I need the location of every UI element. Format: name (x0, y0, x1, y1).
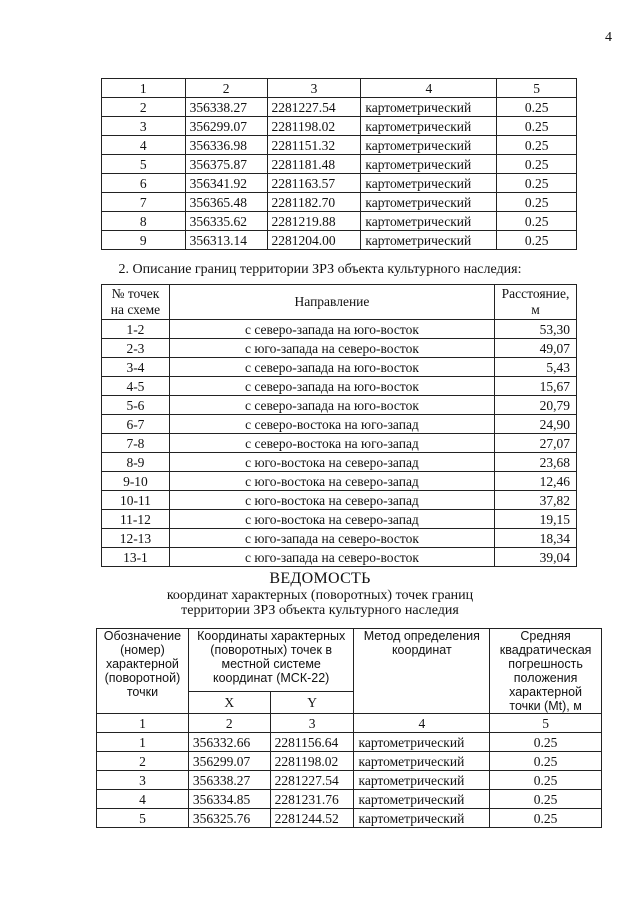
column-number: 1 (102, 79, 186, 98)
table-cell: картометрический (361, 155, 497, 174)
table-cell: 5 (97, 809, 189, 828)
table-cell: 356338.27 (188, 771, 270, 790)
boundary-table-body (102, 285, 577, 567)
table-cell: 7 (102, 193, 186, 212)
table-row (102, 491, 577, 510)
statement-subtitle-line: координат характерных (поворотных) точек границ (166, 588, 474, 603)
statement-block (0, 570, 640, 618)
table-cell: 356313.14 (185, 231, 267, 250)
table-cell: 37,82 (495, 491, 577, 510)
table-cell: 0.25 (490, 733, 602, 752)
table-cell: с северо-востока на юго-запад (169, 415, 494, 434)
table-row (97, 733, 602, 752)
table-cell: с юго-запада на северо-восток (169, 339, 494, 358)
column-number: 1 (97, 714, 189, 733)
table-cell: 356341.92 (185, 174, 267, 193)
table-cell: 9 (102, 231, 186, 250)
statement-table-body (97, 629, 602, 828)
table-cell: 5 (102, 155, 186, 174)
table-cell: 0.25 (497, 231, 577, 250)
table-cell: 0.25 (497, 98, 577, 117)
column-number: 3 (267, 79, 361, 98)
table-cell: 2281198.02 (270, 752, 354, 771)
table-cell: 6 (102, 174, 186, 193)
table-cell: 2281151.32 (267, 136, 361, 155)
table-cell: 0.25 (497, 193, 577, 212)
table-cell: 2281244.52 (270, 809, 354, 828)
table-row (102, 377, 577, 396)
table-cell: 2281219.88 (267, 212, 361, 231)
table-cell: 0.25 (490, 790, 602, 809)
table-cell: 5,43 (495, 358, 577, 377)
table-cell: 2281163.57 (267, 174, 361, 193)
coordinates-header: Координаты характерных (поворотных) точек в местной системе координат (МСК-22) (188, 629, 354, 692)
column-number: 2 (188, 714, 270, 733)
table-cell: 23,68 (495, 453, 577, 472)
column-number: 2 (185, 79, 267, 98)
table-cell: картометрический (361, 136, 497, 155)
table-cell: 0.25 (497, 174, 577, 193)
table-cell: картометрический (361, 174, 497, 193)
table-cell: 2281227.54 (267, 98, 361, 117)
table-row (102, 193, 577, 212)
table-cell: 2281156.64 (270, 733, 354, 752)
table-row (102, 136, 577, 155)
table-cell: 18,34 (495, 529, 577, 548)
table-row (102, 529, 577, 548)
table-cell: 2 (102, 98, 186, 117)
table-cell: 2281204.00 (267, 231, 361, 250)
table-cell: 356325.76 (188, 809, 270, 828)
y-header: Y (270, 692, 354, 714)
table-cell: 356336.98 (185, 136, 267, 155)
table-cell: 356338.27 (185, 98, 267, 117)
coordinates-table-continued (101, 78, 577, 250)
table-cell: 2281231.76 (270, 790, 354, 809)
table-row (97, 771, 602, 790)
table-cell: 5-6 (102, 396, 170, 415)
column-number: 5 (490, 714, 602, 733)
page-number: 4 (605, 30, 612, 45)
table-cell: 24,90 (495, 415, 577, 434)
table-cell: картометрический (361, 212, 497, 231)
table-cell: 3 (102, 117, 186, 136)
table-row (102, 339, 577, 358)
table-cell: 1-2 (102, 320, 170, 339)
column-number: 4 (361, 79, 497, 98)
table-cell: картометрический (354, 809, 490, 828)
table-cell: картометрический (354, 771, 490, 790)
table-cell: 0.25 (490, 771, 602, 790)
table-cell: 11-12 (102, 510, 170, 529)
table-cell: картометрический (361, 98, 497, 117)
table-cell: картометрический (354, 752, 490, 771)
table-cell: 356335.62 (185, 212, 267, 231)
table-row (102, 396, 577, 415)
table-cell: 20,79 (495, 396, 577, 415)
coordinates-statement-table (96, 628, 602, 828)
table-row (102, 231, 577, 250)
table-header-row (97, 629, 602, 692)
table-cell: 2 (97, 752, 189, 771)
table-row (102, 320, 577, 339)
table-cell: 8 (102, 212, 186, 231)
table-cell: 0.25 (497, 155, 577, 174)
table-row (102, 155, 577, 174)
table-cell: 13-1 (102, 548, 170, 567)
table-cell: с северо-запада на юго-восток (169, 396, 494, 415)
method-header: Метод определения координат (354, 629, 490, 714)
table-cell: 2-3 (102, 339, 170, 358)
table-cell: с северо-запада на юго-восток (169, 320, 494, 339)
table-cell: 2281198.02 (267, 117, 361, 136)
table-cell: 0.25 (497, 117, 577, 136)
table-cell: 1 (97, 733, 189, 752)
table-row (97, 809, 602, 828)
table-row (102, 548, 577, 567)
table-cell: 0.25 (497, 136, 577, 155)
table-row (102, 174, 577, 193)
column-number: 5 (497, 79, 577, 98)
section-heading: 2. Описание границ территории ЗРЗ объекта культурного наследия: (118, 262, 522, 277)
table-cell: картометрический (361, 193, 497, 212)
table-cell: 0.25 (490, 752, 602, 771)
table-header-row (102, 79, 577, 98)
table-cell: с юго-запада на северо-восток (169, 529, 494, 548)
table-cell: 4 (102, 136, 186, 155)
column-number: 3 (270, 714, 354, 733)
table-cell: 2281182.70 (267, 193, 361, 212)
table-cell: 12-13 (102, 529, 170, 548)
table-cell: 356375.87 (185, 155, 267, 174)
error-header: Средняя квадратическая погрешность положения характерной точки (Mt), м (490, 629, 602, 714)
table-cell: 15,67 (495, 377, 577, 396)
direction-header: Направление (169, 285, 494, 320)
table-cell: 356365.48 (185, 193, 267, 212)
table-cell: 6-7 (102, 415, 170, 434)
statement-title: ВЕДОМОСТЬ (269, 570, 371, 587)
table-cell: 19,15 (495, 510, 577, 529)
table-cell: картометрический (354, 790, 490, 809)
table-cell: 27,07 (495, 434, 577, 453)
table-cell: 12,46 (495, 472, 577, 491)
table-row (102, 453, 577, 472)
table-cell: 0.25 (490, 809, 602, 828)
table-row (102, 212, 577, 231)
table-cell: 356299.07 (188, 752, 270, 771)
table-cell: с юго-востока на северо-запад (169, 472, 494, 491)
table-cell: с юго-запада на северо-восток (169, 548, 494, 567)
table-cell: с северо-запада на юго-восток (169, 358, 494, 377)
table-cell: картометрический (354, 733, 490, 752)
table-cell: картометрический (361, 231, 497, 250)
column-number: 4 (354, 714, 490, 733)
table-cell: 39,04 (495, 548, 577, 567)
table-row (102, 434, 577, 453)
table-row (97, 790, 602, 809)
table-row (102, 510, 577, 529)
table-cell: 3 (97, 771, 189, 790)
table-row (102, 415, 577, 434)
table-cell: 8-9 (102, 453, 170, 472)
table-row (102, 98, 577, 117)
table-cell: 356332.66 (188, 733, 270, 752)
table-row (102, 117, 577, 136)
table-cell: 7-8 (102, 434, 170, 453)
table-cell: 9-10 (102, 472, 170, 491)
table-cell: с юго-востока на северо-запад (169, 510, 494, 529)
column-numbers-row (97, 714, 602, 733)
table-cell: 10-11 (102, 491, 170, 510)
table-header-row (102, 285, 577, 320)
boundary-description-table (101, 284, 577, 567)
points-header: № точек на схеме (102, 285, 170, 320)
table-cell: 49,07 (495, 339, 577, 358)
table-row (102, 358, 577, 377)
x-header: X (188, 692, 270, 714)
table-cell: с северо-востока на юго-запад (169, 434, 494, 453)
table-cell: 53,30 (495, 320, 577, 339)
table-cell: 4-5 (102, 377, 170, 396)
table-cell: 0.25 (497, 212, 577, 231)
table-cell: 356334.85 (188, 790, 270, 809)
table-cell: 3-4 (102, 358, 170, 377)
table-row (97, 752, 602, 771)
table-cell: 2281181.48 (267, 155, 361, 174)
table-row (102, 472, 577, 491)
coordinates-table-body (102, 79, 577, 250)
table-cell: картометрический (361, 117, 497, 136)
table-cell: с юго-востока на северо-запад (169, 453, 494, 472)
table-cell: 2281227.54 (270, 771, 354, 790)
table-cell: 4 (97, 790, 189, 809)
table-cell: 356299.07 (185, 117, 267, 136)
statement-subtitle-line: территории ЗРЗ объекта культурного наследия (181, 603, 459, 618)
distance-header: Расстояние, м (495, 285, 577, 320)
table-cell: с северо-запада на юго-восток (169, 377, 494, 396)
table-cell: с юго-востока на северо-запад (169, 491, 494, 510)
designation-header: Обозначение (номер) характерной (поворотной) точки (97, 629, 189, 714)
